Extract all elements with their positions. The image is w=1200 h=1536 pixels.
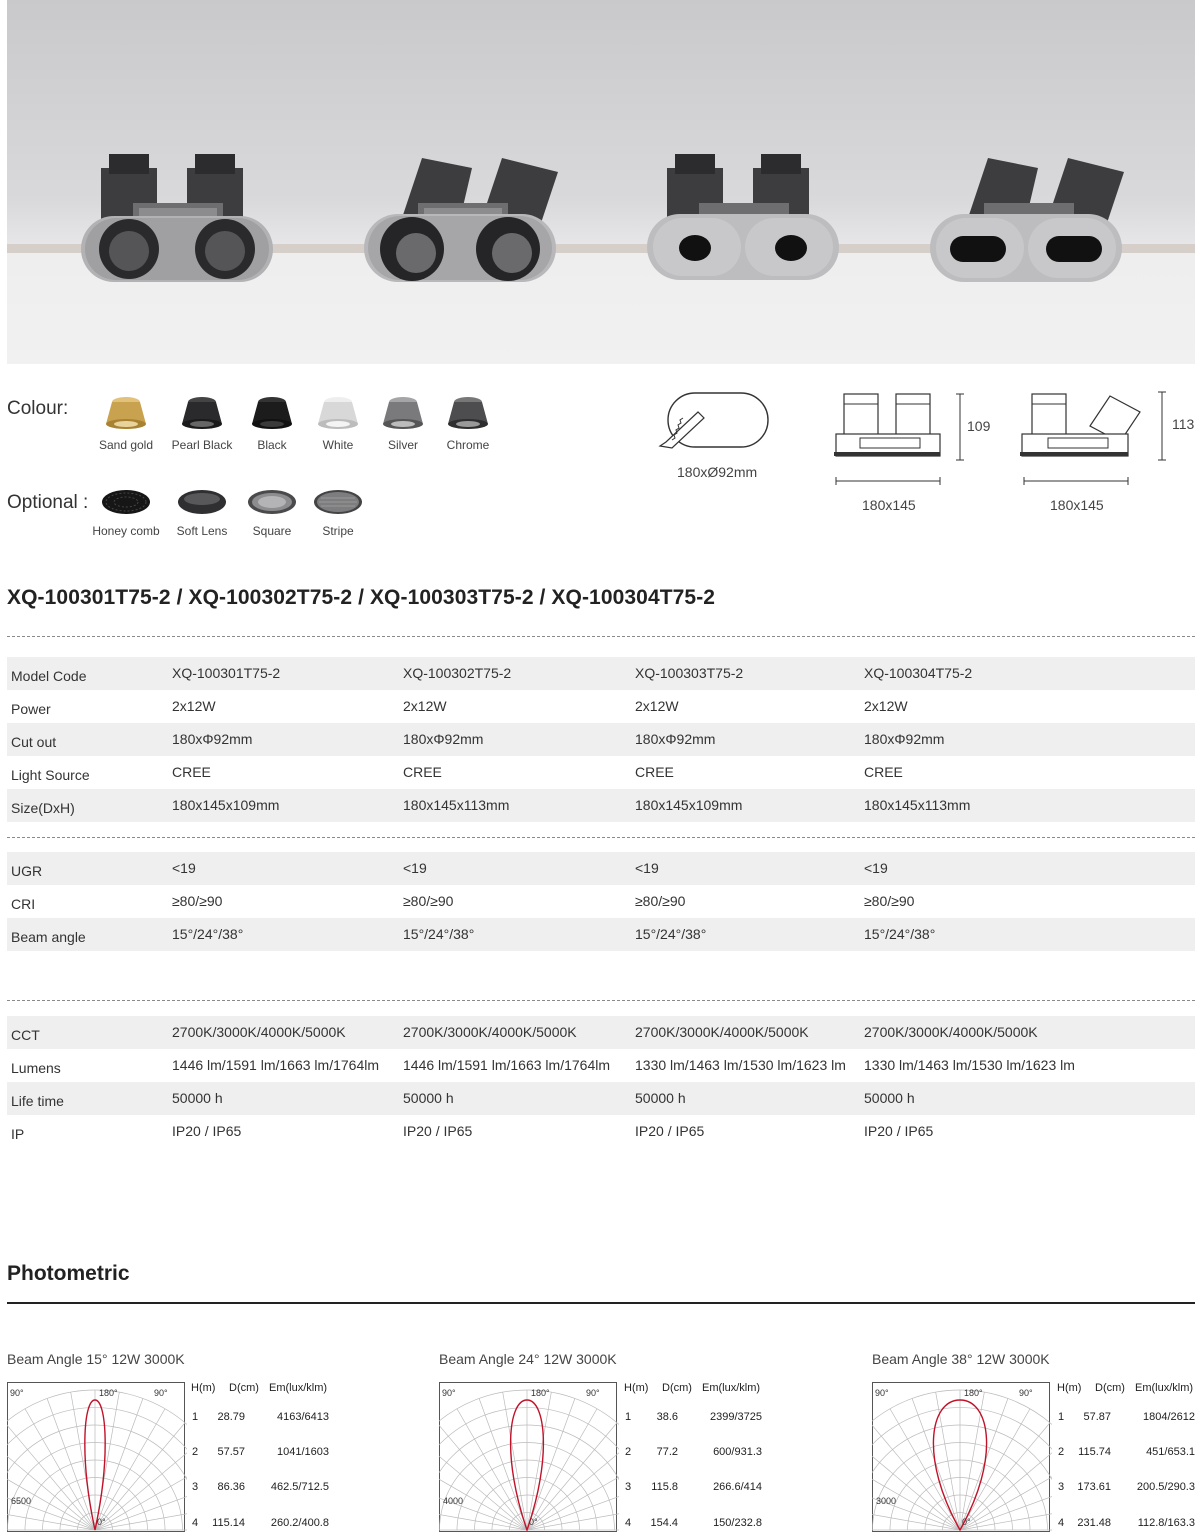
spec-label: UGR bbox=[11, 863, 43, 879]
spec-value: <19 bbox=[172, 860, 196, 876]
swatch-sand-gold[interactable] bbox=[86, 394, 166, 452]
table-header: H(m) bbox=[191, 1382, 216, 1394]
table-cell: 57.87 bbox=[1083, 1411, 1111, 1423]
axis-label-right: 90° bbox=[154, 1388, 168, 1398]
spec-table-optical bbox=[7, 852, 1195, 951]
spec-value: 50000 h bbox=[635, 1090, 686, 1106]
spec-row bbox=[7, 789, 1195, 822]
polar-diagram-15 bbox=[7, 1382, 187, 1532]
table-cell: 115.8 bbox=[651, 1481, 678, 1493]
table-cell: 86.36 bbox=[217, 1481, 245, 1493]
table-cell: 115.74 bbox=[1078, 1446, 1111, 1458]
table-cell: 4 bbox=[625, 1517, 632, 1529]
divider bbox=[7, 837, 1195, 838]
sand-gold-cup-icon bbox=[104, 394, 148, 430]
spec-value: XQ-100302T75-2 bbox=[403, 665, 512, 681]
axis-label-bottom: 0° bbox=[962, 1517, 971, 1527]
table-cell: 1 bbox=[625, 1411, 632, 1423]
spec-value: 15°/24°/38° bbox=[403, 926, 475, 942]
axis-label-top: 180° bbox=[964, 1388, 983, 1398]
spec-value: 1446 lm/1591 lm/1663 lm/1764lm bbox=[172, 1057, 380, 1073]
option-label: Stripe bbox=[322, 524, 354, 538]
spec-row bbox=[7, 1082, 1195, 1115]
option-label: Soft Lens bbox=[176, 524, 228, 538]
table-cell: 462.5/712.5 bbox=[270, 1481, 329, 1493]
table-cell: 38.6 bbox=[656, 1411, 678, 1423]
spec-row bbox=[7, 1115, 1195, 1148]
height-dimension-2: 113 bbox=[1172, 416, 1195, 432]
table-cell: 28.79 bbox=[217, 1411, 245, 1423]
spec-value: 180xΦ92mm bbox=[635, 731, 716, 747]
spec-table-performance bbox=[7, 1016, 1195, 1148]
spec-value: IP20 / IP65 bbox=[403, 1123, 473, 1139]
axis-label-top: 180° bbox=[99, 1388, 118, 1398]
swatch-chrome[interactable] bbox=[428, 394, 508, 452]
spec-value: <19 bbox=[403, 860, 427, 876]
table-cell: 1041/1603 bbox=[277, 1446, 329, 1458]
spec-row bbox=[7, 852, 1195, 885]
swatch-label: Black bbox=[257, 438, 287, 452]
square-lens-icon bbox=[247, 488, 297, 516]
spec-label: Life time bbox=[11, 1093, 64, 1109]
table-cell: 4163/6413 bbox=[277, 1411, 329, 1423]
chrome-cup-icon bbox=[446, 394, 490, 430]
table-cell: 173.61 bbox=[1077, 1481, 1111, 1493]
photometric-table-38 bbox=[1057, 1382, 1197, 1532]
spec-value: 180x145x109mm bbox=[172, 797, 280, 813]
black-cup-icon bbox=[250, 394, 294, 430]
table-cell: 451/653.1 bbox=[1146, 1446, 1195, 1458]
swatch-label: White bbox=[322, 438, 354, 452]
spec-value: CREE bbox=[172, 764, 211, 780]
table-cell: 115.14 bbox=[212, 1517, 245, 1529]
photometric-divider bbox=[7, 1302, 1195, 1304]
optional-label: Optional : bbox=[7, 492, 89, 513]
beam-title-24: Beam Angle 24° 12W 3000K bbox=[439, 1351, 617, 1367]
table-header: Em(lux/klm) bbox=[702, 1382, 761, 1394]
axis-label-right: 90° bbox=[1019, 1388, 1033, 1398]
table-cell: 2 bbox=[1058, 1446, 1065, 1458]
fixture-flat-trim-tilted bbox=[928, 148, 1124, 288]
spec-value: <19 bbox=[635, 860, 659, 876]
scale-label: 4000 bbox=[443, 1496, 464, 1506]
size-dimension-1: 180x145 bbox=[862, 497, 916, 513]
polar-diagram-24 bbox=[439, 1382, 619, 1532]
spec-label: Light Source bbox=[11, 767, 90, 783]
side-view-diagram-1 bbox=[830, 390, 970, 490]
spec-value: 180xΦ92mm bbox=[403, 731, 484, 747]
spec-value: 180xΦ92mm bbox=[864, 731, 945, 747]
fixture-silver-tilted bbox=[362, 148, 558, 288]
spec-value: ≥80/≥90 bbox=[864, 893, 915, 909]
spec-value: 1330 lm/1463 lm/1530 lm/1623 lm bbox=[864, 1057, 1075, 1073]
table-header: H(m) bbox=[1057, 1382, 1082, 1394]
table-cell: 2 bbox=[192, 1446, 199, 1458]
spec-label: CCT bbox=[11, 1027, 40, 1043]
table-cell: 200.5/290.3 bbox=[1136, 1481, 1195, 1493]
spec-value: XQ-100303T75-2 bbox=[635, 665, 744, 681]
spec-label: Power bbox=[11, 701, 51, 717]
spec-value: 15°/24°/38° bbox=[635, 926, 707, 942]
divider bbox=[7, 636, 1195, 637]
white-cup-icon bbox=[316, 394, 360, 430]
fixture-silver-reflector bbox=[79, 148, 275, 288]
table-cell: 1 bbox=[192, 1411, 199, 1423]
spec-value: 1330 lm/1463 lm/1530 lm/1623 lm bbox=[635, 1057, 846, 1073]
table-header: Em(lux/klm) bbox=[269, 1382, 328, 1394]
axis-label-top: 180° bbox=[531, 1388, 550, 1398]
spec-value: 2700K/3000K/4000K/5000K bbox=[172, 1024, 346, 1040]
spec-value: XQ-100301T75-2 bbox=[172, 665, 281, 681]
spec-value: 15°/24°/38° bbox=[172, 926, 244, 942]
table-header: D(cm) bbox=[229, 1382, 259, 1394]
soft-lens-icon bbox=[177, 488, 227, 516]
beam-title-38: Beam Angle 38° 12W 3000K bbox=[872, 1351, 1050, 1367]
table-cell: 1 bbox=[1058, 1411, 1065, 1423]
table-header: D(cm) bbox=[1095, 1382, 1125, 1394]
scale-label: 6500 bbox=[11, 1496, 32, 1506]
spec-value: 2x12W bbox=[864, 698, 908, 714]
spec-label: Size(DxH) bbox=[11, 800, 75, 816]
height-dimension-1: 109 bbox=[967, 418, 991, 434]
table-cell: 3 bbox=[625, 1481, 632, 1493]
side-view-diagram-2 bbox=[1018, 388, 1174, 490]
spec-value: ≥80/≥90 bbox=[635, 893, 686, 909]
cutout-dimension: 180xØ92mm bbox=[677, 464, 758, 480]
pearl-black-cup-icon bbox=[180, 394, 224, 430]
cutout-diagram-icon bbox=[658, 390, 774, 454]
table-header: H(m) bbox=[624, 1382, 649, 1394]
table-header: Em(lux/klm) bbox=[1135, 1382, 1194, 1394]
spec-value: CREE bbox=[403, 764, 442, 780]
spec-label: Cut out bbox=[11, 734, 57, 750]
spec-value: 180x145x109mm bbox=[635, 797, 743, 813]
table-cell: 4 bbox=[192, 1517, 199, 1529]
option-label: Square bbox=[252, 524, 292, 538]
table-cell: 4 bbox=[1058, 1517, 1065, 1529]
spec-value: IP20 / IP65 bbox=[172, 1123, 242, 1139]
table-cell: 3 bbox=[1058, 1481, 1065, 1493]
silver-cup-icon bbox=[381, 394, 425, 430]
product-hero-image bbox=[7, 0, 1195, 364]
spec-value: ≥80/≥90 bbox=[172, 893, 223, 909]
colour-label: Colour: bbox=[7, 398, 69, 419]
beam-title-15: Beam Angle 15° 12W 3000K bbox=[7, 1351, 185, 1367]
table-cell: 154.4 bbox=[650, 1517, 678, 1529]
axis-label-bottom: 0° bbox=[529, 1517, 538, 1527]
table-cell: 2 bbox=[625, 1446, 632, 1458]
spec-value: CREE bbox=[635, 764, 674, 780]
stripe-lens-icon bbox=[313, 488, 363, 516]
spec-value: 180xΦ92mm bbox=[172, 731, 253, 747]
spec-value: CREE bbox=[864, 764, 903, 780]
spec-label: IP bbox=[11, 1126, 25, 1142]
spec-row bbox=[7, 756, 1195, 789]
spec-value: 50000 h bbox=[172, 1090, 223, 1106]
table-cell: 112.8/163.3 bbox=[1137, 1517, 1195, 1529]
table-cell: 57.57 bbox=[217, 1446, 245, 1458]
axis-label-left: 90° bbox=[442, 1388, 456, 1398]
photometric-table-15 bbox=[191, 1382, 341, 1532]
table-cell: 3 bbox=[192, 1481, 199, 1493]
option-stripe[interactable] bbox=[298, 488, 378, 538]
spec-label: Model Code bbox=[11, 668, 87, 684]
photometric-table-24 bbox=[624, 1382, 774, 1532]
swatch-pearl-black[interactable] bbox=[162, 394, 242, 452]
spec-value: 2700K/3000K/4000K/5000K bbox=[864, 1024, 1038, 1040]
product-title: XQ-100301T75-2 / XQ-100302T75-2 / XQ-100303T75-2 / XQ-100304T75-2 bbox=[7, 586, 716, 609]
table-cell: 77.2 bbox=[656, 1446, 678, 1458]
spec-row bbox=[7, 1049, 1195, 1082]
option-label: Honey comb bbox=[92, 524, 160, 538]
spec-value: 180x145x113mm bbox=[403, 797, 510, 813]
spec-value: IP20 / IP65 bbox=[864, 1123, 934, 1139]
spec-label: Lumens bbox=[11, 1060, 61, 1076]
spec-value: <19 bbox=[864, 860, 888, 876]
spec-row bbox=[7, 918, 1195, 951]
axis-label-left: 90° bbox=[875, 1388, 889, 1398]
size-dimension-2: 180x145 bbox=[1050, 497, 1104, 513]
spec-value: 2x12W bbox=[172, 698, 216, 714]
spec-row bbox=[7, 885, 1195, 918]
spec-table-general bbox=[7, 657, 1195, 822]
spec-label: CRI bbox=[11, 896, 36, 912]
table-cell: 1804/2612 bbox=[1143, 1411, 1195, 1423]
axis-label-left: 90° bbox=[10, 1388, 24, 1398]
spec-value: 2700K/3000K/4000K/5000K bbox=[635, 1024, 809, 1040]
spec-value: XQ-100304T75-2 bbox=[864, 665, 973, 681]
table-header: D(cm) bbox=[662, 1382, 692, 1394]
table-cell: 266.6/414 bbox=[713, 1481, 762, 1493]
table-cell: 2399/3725 bbox=[710, 1411, 762, 1423]
polar-diagram-38 bbox=[872, 1382, 1052, 1532]
spec-value: 2700K/3000K/4000K/5000K bbox=[403, 1024, 577, 1040]
axis-label-bottom: 0° bbox=[97, 1517, 106, 1527]
scale-label: 3000 bbox=[876, 1496, 897, 1506]
option-soft-lens[interactable] bbox=[162, 488, 242, 538]
swatch-label: Chrome bbox=[446, 438, 490, 452]
axis-label-right: 90° bbox=[586, 1388, 600, 1398]
spec-value: IP20 / IP65 bbox=[635, 1123, 705, 1139]
swatch-label: Sand gold bbox=[98, 438, 154, 452]
table-cell: 260.2/400.8 bbox=[270, 1517, 329, 1529]
table-cell: 231.48 bbox=[1077, 1517, 1111, 1529]
spec-row bbox=[7, 723, 1195, 756]
spec-value: 180x145x113mm bbox=[864, 797, 971, 813]
swatch-label: Silver bbox=[387, 438, 418, 452]
honey-comb-icon bbox=[101, 488, 151, 516]
spec-value: ≥80/≥90 bbox=[403, 893, 454, 909]
photometric-title: Photometric bbox=[7, 1262, 130, 1285]
spec-value: 15°/24°/38° bbox=[864, 926, 936, 942]
spec-label: Beam angle bbox=[11, 929, 86, 945]
swatch-label: Pearl Black bbox=[171, 438, 233, 452]
table-cell: 600/931.3 bbox=[713, 1446, 762, 1458]
spec-row bbox=[7, 657, 1195, 690]
spec-value: 1446 lm/1591 lm/1663 lm/1764lm bbox=[403, 1057, 611, 1073]
table-cell: 150/232.8 bbox=[713, 1517, 762, 1529]
option-honey-comb[interactable] bbox=[86, 488, 166, 538]
spec-row bbox=[7, 1016, 1195, 1049]
spec-value: 2x12W bbox=[403, 698, 447, 714]
spec-value: 2x12W bbox=[635, 698, 679, 714]
divider bbox=[7, 1000, 1195, 1001]
spec-row bbox=[7, 690, 1195, 723]
spec-value: 50000 h bbox=[864, 1090, 915, 1106]
fixture-flat-trim bbox=[645, 148, 841, 288]
spec-value: 50000 h bbox=[403, 1090, 454, 1106]
